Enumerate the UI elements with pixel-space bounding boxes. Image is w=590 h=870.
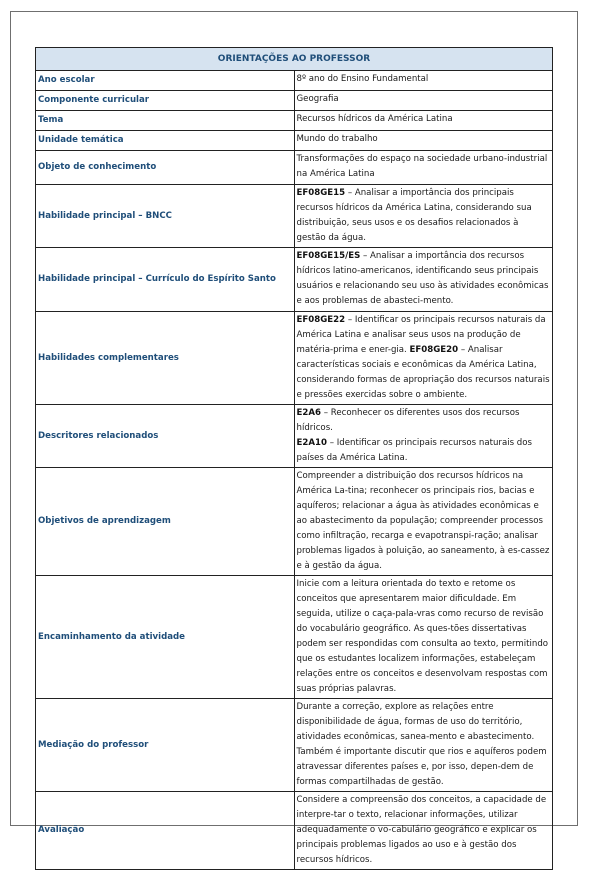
skill-text: – Identificar os principais recursos naturais da América Latina e analisar seus usos na produção de matéria-prima e ener-gia. [296, 315, 546, 355]
table-row [36, 185, 553, 248]
row-value: Considere a compreensão dos conceitos, a capacidade de interpre-tar o texto, relacionar informações, utilizar adequadamente o vo-cabulário geográfico e explicar os principais problemas ligados ao uso e à gestão dos recursos hídricos. [294, 792, 553, 870]
row-value [294, 185, 553, 248]
row-label: Tema [36, 111, 295, 131]
row-label: Mediação do professor [36, 699, 295, 792]
row-value: 8º ano do Ensino Fundamental [294, 71, 553, 91]
table-title: ORIENTAÇÕES AO PROFESSOR [36, 48, 553, 71]
row-label: Descritores relacionados [36, 405, 295, 468]
row-value: Durante a correção, explore as relações entre disponibilidade de água, formas de uso do território, atividades econômicas, sanea-mento e abastecimento. Também é importante discutir que rios e aquíferos podem atravessar diferentes países e, por isso, depen-dem de formas compartilhadas de gestão. [294, 699, 553, 792]
table-row [36, 71, 553, 91]
row-label: Componente curricular [36, 91, 295, 111]
row-value [294, 312, 553, 405]
skill-text: – Analisar características sociais e econômicas da América Latina, considerando formas de apropriação dos recursos naturais e pressões exercidas sobre o ambiente. [296, 345, 550, 400]
row-label: Objeto de conhecimento [36, 151, 295, 185]
descriptor-code: E2A10 [296, 438, 327, 448]
skill-text: – Analisar a importância dos principais recursos hídricos da América Latina, considerando sua distribuição, seus usos e os desafios relacionados à gestão da água. [296, 188, 532, 243]
descriptor-line [297, 406, 551, 436]
row-value [294, 248, 553, 312]
table-header-row [36, 48, 553, 71]
teacher-guidance-table [35, 47, 553, 870]
descriptor-text: – Reconhecer os diferentes usos dos recursos hídricos. [296, 408, 520, 433]
row-label: Unidade temática [36, 131, 295, 151]
row-label: Encaminhamento da atividade [36, 576, 295, 699]
row-value: Inicie com a leitura orientada do texto e retome os conceitos que apresentarem maior dificuldade. Em seguida, utilize o caça-pala-vras como recurso de revisão do vocabulário geográfico. As ques-tões dissertativas podem ser respondidas com consulta ao texto, permitindo que os estudantes localizem informações, estabeleçam relações entre os conceitos e desenvolvam respostas com suas próprias palavras. [294, 576, 553, 699]
skill-code: EF08GE15/ES [296, 251, 361, 261]
table-row [36, 248, 553, 312]
table-row [36, 151, 553, 185]
row-value: Compreender a distribuição dos recursos hídricos na América La-tina; reconhecer os principais rios, bacias e aquíferos; relacionar a água às atividades econômicas e ao abastecimento da população; compreender processos como infiltração, recarga e evapotranspi-ração; analisar problemas ligados à poluição, ao saneamento, à es-cassez e à gestão da água. [294, 468, 553, 576]
table-row [36, 131, 553, 151]
table-row [36, 91, 553, 111]
row-value: Recursos hídricos da América Latina [294, 111, 553, 131]
row-value: Mundo do trabalho [294, 131, 553, 151]
descriptor-code: E2A6 [296, 408, 321, 418]
table-row [36, 111, 553, 131]
table-row [36, 468, 553, 576]
skill-text: – Analisar a importância dos recursos hídricos latino-americanos, identificando seus principais usuários e relacionando seu uso às atividades econômicas e aos problemas de abasteci-mento. [296, 251, 549, 306]
row-value [294, 405, 553, 468]
row-value: Transformações do espaço na sociedade urbano-industrial na América Latina [294, 151, 553, 185]
row-label: Ano escolar [36, 71, 295, 91]
skill-code: EF08GE22 [296, 315, 346, 325]
table-row [36, 405, 553, 468]
row-label: Habilidade principal – Currículo do Espírito Santo [36, 248, 295, 312]
table-row [36, 792, 553, 870]
table-row [36, 699, 553, 792]
table-row [36, 576, 553, 699]
row-value: Geografia [294, 91, 553, 111]
row-label: Habilidade principal – BNCC [36, 185, 295, 248]
table-row [36, 312, 553, 405]
row-label: Objetivos de aprendizagem [36, 468, 295, 576]
skill-code: EF08GE15 [296, 188, 346, 198]
descriptor-line [297, 436, 551, 466]
descriptor-text: – Identificar os principais recursos naturais dos países da América Latina. [296, 438, 532, 463]
row-label: Habilidades complementares [36, 312, 295, 405]
row-label: Avaliação [36, 792, 295, 870]
skill-code: EF08GE20 [409, 345, 459, 355]
